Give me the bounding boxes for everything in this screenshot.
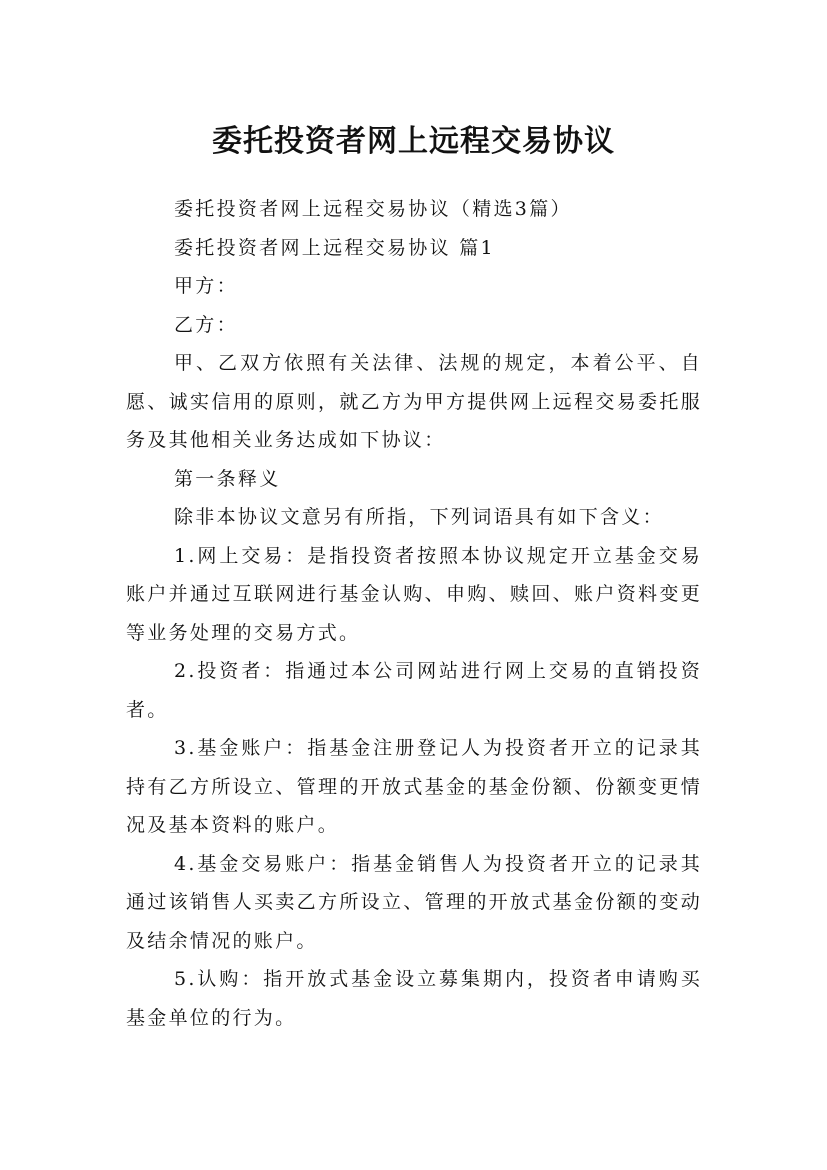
document-body (126, 190, 702, 1037)
paragraph-definition-1: 1.网上交易：是指投资者按照本协议规定开立基金交易账户并通过互联网进行基金认购、申购、赎回、账户资料变更等业务处理的交易方式。 (126, 544, 702, 644)
paragraph-definition-2: 2.投资者：指通过本公司网站进行网上交易的直销投资者。 (126, 660, 702, 721)
paragraph-definition-4: 4.基金交易账户：指基金销售人为投资者开立的记录其通过该销售人买卖乙方所设立、管理的开放式基金份额的变动及结余情况的账户。 (126, 852, 702, 952)
paragraph-definition-3: 3.基金账户：指基金注册登记人为投资者开立的记录其持有乙方所设立、管理的开放式基金的基金份额、份额变更情况及基本资料的账户。 (126, 737, 702, 836)
paragraph-definitions-intro: 除非本协议文意另有所指，下列词语具有如下含义： (174, 506, 664, 528)
paragraph-party-a: 甲方： (174, 275, 238, 297)
paragraph-subtitle: 委托投资者网上远程交易协议（精选3篇） (174, 198, 572, 220)
document-title: 委托投资者网上远程交易协议 (212, 124, 615, 160)
paragraph-section-heading: 第一条释义 (174, 467, 281, 490)
paragraph-preamble: 甲、乙双方依照有关法律、法规的规定，本着公平、自愿、诚实信用的原则，就乙方为甲方提供网上远程交易委托服务及其他相关业务达成如下协议： (126, 352, 702, 451)
paragraph-article-heading: 委托投资者网上远程交易协议 篇1 (174, 236, 495, 259)
paragraph-definition-5: 5.认购：指开放式基金设立募集期内，投资者申请购买基金单位的行为。 (126, 968, 702, 1029)
paragraph-party-b: 乙方： (174, 313, 238, 336)
